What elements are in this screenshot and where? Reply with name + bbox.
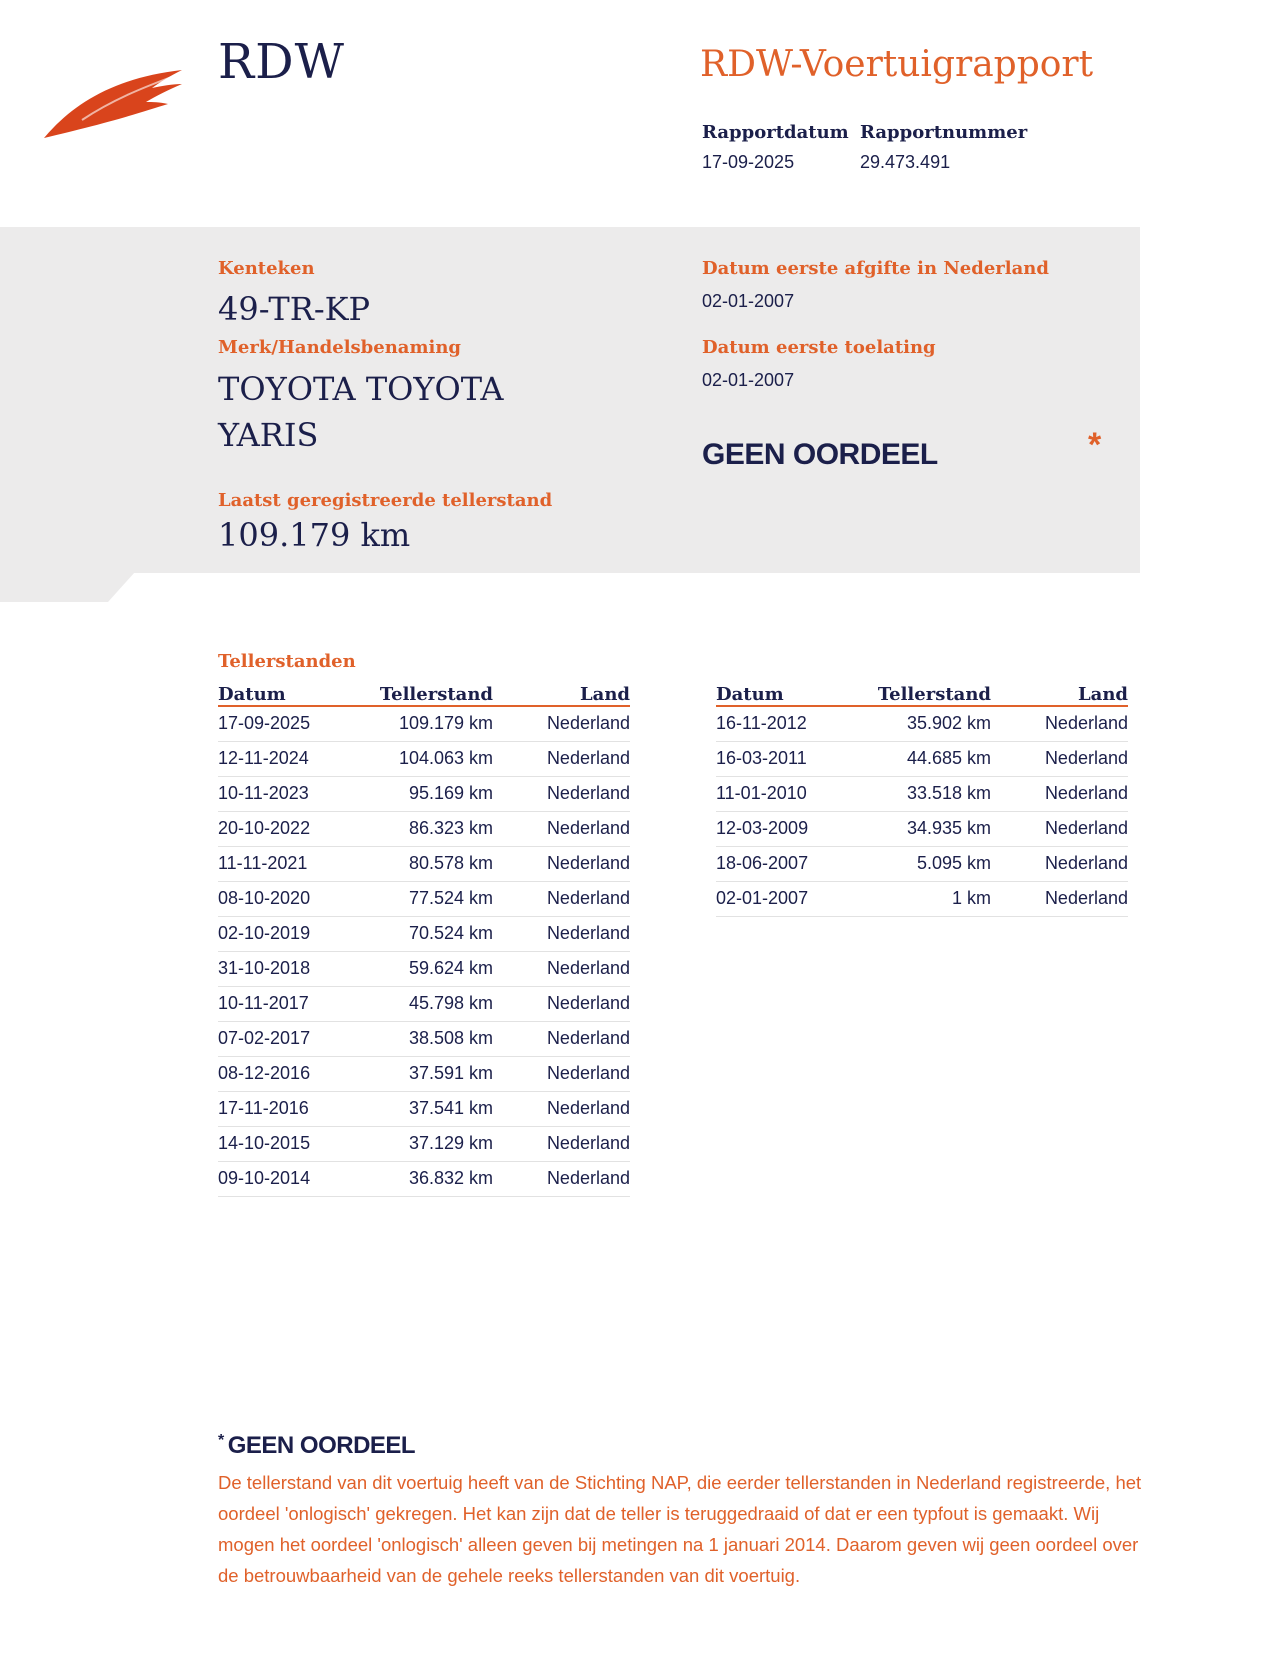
table-row: [218, 986, 630, 1021]
reading-country: Nederland: [493, 811, 630, 846]
first-admission-label: Datum eerste toelating: [702, 337, 936, 358]
table-row: [716, 846, 1128, 881]
table-row: [218, 1126, 630, 1161]
reading-value: 77.524 km: [338, 881, 493, 916]
table-row: [218, 951, 630, 986]
reading-date: 07-02-2017: [218, 1021, 338, 1056]
reading-date: 11-01-2010: [716, 776, 836, 811]
reading-value: 45.798 km: [338, 986, 493, 1021]
reading-country: Nederland: [493, 986, 630, 1021]
reading-value: 37.541 km: [338, 1091, 493, 1126]
first-registration-nl-label: Datum eerste afgifte in Nederland: [702, 258, 1049, 279]
table-row: [218, 776, 630, 811]
footnote-marker: *: [218, 1432, 224, 1449]
reading-value: 37.591 km: [338, 1056, 493, 1091]
reading-value: 44.685 km: [836, 741, 991, 776]
reading-date: 16-03-2011: [716, 741, 836, 776]
table-row: [716, 881, 1128, 916]
report-title: RDW-Voertuigrapport: [700, 44, 1094, 85]
reading-value: 34.935 km: [836, 811, 991, 846]
table-row: [218, 1161, 630, 1196]
table-row: [218, 741, 630, 776]
reading-value: 35.902 km: [836, 706, 991, 741]
column-header-date: Datum: [716, 680, 836, 706]
table-row: [716, 776, 1128, 811]
reading-date: 12-03-2009: [716, 811, 836, 846]
table-row: [218, 916, 630, 951]
table-row: [218, 1056, 630, 1091]
reading-country: Nederland: [493, 1091, 630, 1126]
reading-date: 02-10-2019: [218, 916, 338, 951]
reading-country: Nederland: [493, 1161, 630, 1196]
reading-date: 10-11-2023: [218, 776, 338, 811]
report-number-label: Rapportnummer: [860, 122, 1028, 143]
reading-value: 37.129 km: [338, 1126, 493, 1161]
table-row: [218, 1091, 630, 1126]
column-header-date: Datum: [218, 680, 338, 706]
odometer-label: Laatst geregistreerde tellerstand: [218, 490, 553, 511]
readings-section-title: Tellerstanden: [218, 651, 356, 672]
reading-value: 59.624 km: [338, 951, 493, 986]
reading-country: Nederland: [991, 741, 1128, 776]
first-registration-nl: 02-01-2007: [702, 291, 795, 311]
report-number: 29.473.491: [860, 152, 951, 172]
reading-date: 16-11-2012: [716, 706, 836, 741]
table-row: [218, 811, 630, 846]
table-row: [716, 811, 1128, 846]
reading-country: Nederland: [493, 1126, 630, 1161]
reading-country: Nederland: [493, 951, 630, 986]
reading-country: Nederland: [991, 776, 1128, 811]
table-row: [218, 706, 630, 741]
reading-value: 86.323 km: [338, 811, 493, 846]
reading-date: 18-06-2007: [716, 846, 836, 881]
logo-text: RDW: [218, 34, 345, 90]
reading-date: 02-01-2007: [716, 881, 836, 916]
reading-country: Nederland: [493, 776, 630, 811]
reading-country: Nederland: [493, 916, 630, 951]
verdict-footnote-marker: *: [1088, 426, 1102, 464]
rdw-feather-logo-icon: [42, 60, 192, 145]
reading-date: 31-10-2018: [218, 951, 338, 986]
reading-country: Nederland: [493, 1056, 630, 1091]
reading-value: 104.063 km: [338, 741, 493, 776]
reading-date: 20-10-2022: [218, 811, 338, 846]
report-date-label: Rapportdatum: [702, 122, 849, 143]
verdict-status: GEEN OORDEEL: [702, 438, 938, 471]
reading-value: 33.518 km: [836, 776, 991, 811]
reading-date: 10-11-2017: [218, 986, 338, 1021]
footnote-title: [218, 1432, 415, 1460]
panel-tail-decoration: [0, 572, 135, 602]
reading-country: Nederland: [991, 881, 1128, 916]
reading-country: Nederland: [493, 846, 630, 881]
table-row: [218, 1021, 630, 1056]
footnote-title-text: GEEN OORDEEL: [227, 1432, 416, 1459]
reading-value: 1 km: [836, 881, 991, 916]
reading-value: 70.524 km: [338, 916, 493, 951]
table-header-row: [218, 680, 630, 706]
reading-country: Nederland: [991, 811, 1128, 846]
reading-country: Nederland: [493, 706, 630, 741]
reading-date: 14-10-2015: [218, 1126, 338, 1161]
reading-country: Nederland: [493, 741, 630, 776]
reading-country: Nederland: [991, 706, 1128, 741]
reading-country: Nederland: [991, 846, 1128, 881]
reading-value: 109.179 km: [338, 706, 493, 741]
last-odometer-reading: 109.179 km: [218, 516, 411, 554]
report-date: 17-09-2025: [702, 152, 795, 172]
reading-date: 12-11-2024: [218, 741, 338, 776]
reading-value: 80.578 km: [338, 846, 493, 881]
reading-value: 36.832 km: [338, 1161, 493, 1196]
license-plate: 49-TR-KP: [218, 290, 371, 328]
column-header-country: Land: [991, 680, 1128, 706]
reading-date: 17-11-2016: [218, 1091, 338, 1126]
table-header-row: [716, 680, 1128, 706]
first-admission: 02-01-2007: [702, 370, 795, 390]
table-row: [218, 881, 630, 916]
table-row: [218, 846, 630, 881]
make-line-2: YARIS: [218, 416, 319, 454]
reading-date: 08-10-2020: [218, 881, 338, 916]
column-header-reading: Tellerstand: [836, 680, 991, 706]
reading-date: 17-09-2025: [218, 706, 338, 741]
reading-date: 08-12-2016: [218, 1056, 338, 1091]
table-row: [716, 741, 1128, 776]
reading-date: 09-10-2014: [218, 1161, 338, 1196]
plate-label: Kenteken: [218, 258, 315, 279]
reading-country: Nederland: [493, 881, 630, 916]
reading-date: 11-11-2021: [218, 846, 338, 881]
column-header-reading: Tellerstand: [338, 680, 493, 706]
column-header-country: Land: [493, 680, 630, 706]
table-row: [716, 706, 1128, 741]
readings-table-right: [716, 680, 1128, 917]
readings-table-left: [218, 680, 630, 1197]
footnote-text: De tellerstand van dit voertuig heeft van de Stichting NAP, die eerder tellerstanden in Nederland registreerde, het oordeel 'onlogisch' gekregen. Het kan zijn dat de teller is teruggedraaid of dat er een typfout is gemaakt. Wij mogen het oordeel 'onlogisch' alleen geven bij metingen na 1 januari 2014. Daarom geven wij geen oordeel over de betrouwbaarheid van de gehele reeks tellerstanden van dit voertuig.: [218, 1472, 1142, 1586]
make-label: Merk/Handelsbenaming: [218, 337, 462, 358]
make-line-1: TOYOTA TOYOTA: [218, 370, 504, 408]
reading-country: Nederland: [493, 1021, 630, 1056]
reading-value: 5.095 km: [836, 846, 991, 881]
reading-value: 95.169 km: [338, 776, 493, 811]
reading-value: 38.508 km: [338, 1021, 493, 1056]
